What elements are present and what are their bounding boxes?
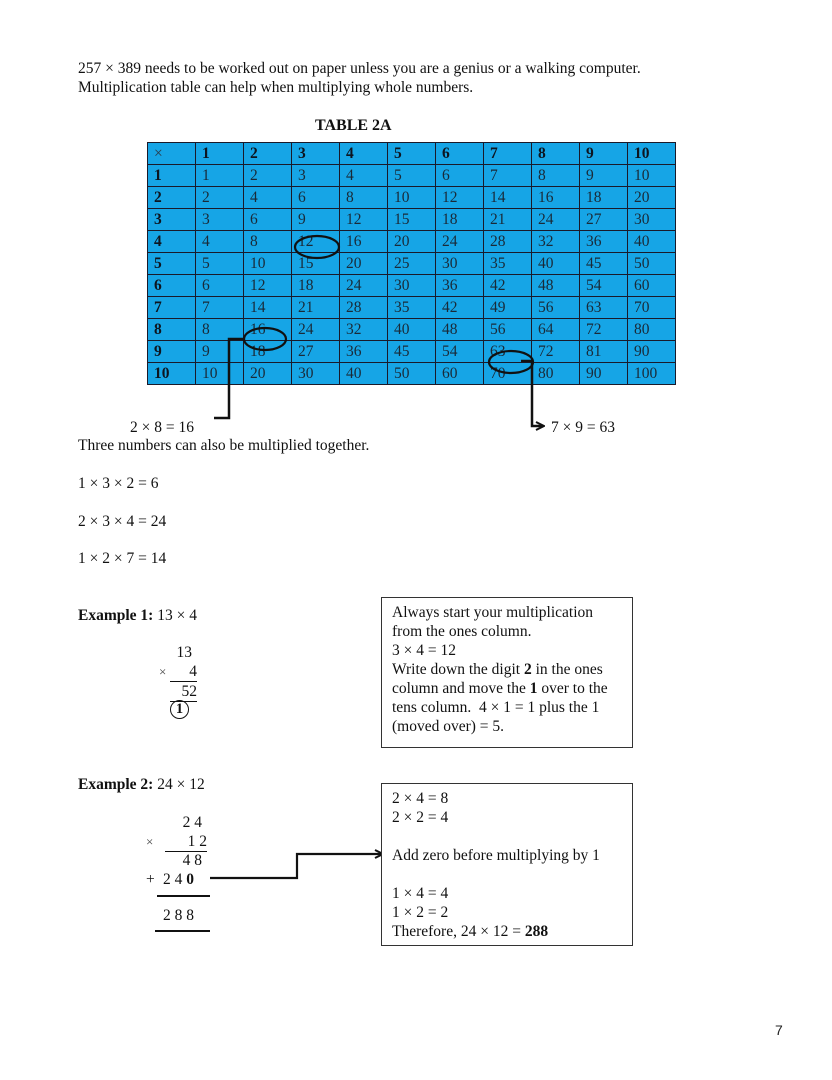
table-cell: 54 [436, 341, 484, 363]
table-cell: 30 [436, 253, 484, 275]
explanation-line: tens column. 4 × 1 = 1 plus the 1 [392, 699, 600, 716]
table-column-header: 5 [388, 143, 436, 165]
table-cell: 40 [628, 231, 676, 253]
table-cell: 18 [244, 341, 292, 363]
text: 2 4 [163, 871, 183, 888]
explanation-line [392, 679, 622, 698]
table-cell: 63 [580, 297, 628, 319]
table-cell: 20 [388, 231, 436, 253]
explanation-line [392, 922, 622, 941]
example-2-result: 2 8 8 [163, 907, 194, 924]
table-row [148, 231, 676, 253]
table-cell: 32 [532, 231, 580, 253]
table-cell: 3 [292, 165, 340, 187]
table-cell: 6 [436, 165, 484, 187]
text: Write down the digit [392, 661, 524, 678]
table-cell: 40 [340, 363, 388, 385]
table-cell: 100 [628, 363, 676, 385]
three-number-example: 2 × 3 × 4 = 24 [78, 513, 167, 530]
table-cell: 30 [388, 275, 436, 297]
table-cell: 5 [388, 165, 436, 187]
table-column-header: 8 [532, 143, 580, 165]
table-cell: 9 [292, 209, 340, 231]
table-cell: 40 [388, 319, 436, 341]
table-column-header: 2 [244, 143, 292, 165]
table-row-header: 7 [148, 297, 196, 319]
table-cell: 15 [292, 253, 340, 275]
table-cell: 90 [628, 341, 676, 363]
table-cell: 10 [388, 187, 436, 209]
example-2-partial-2 [163, 870, 194, 889]
table-cell: 12 [244, 275, 292, 297]
table-cell: 48 [436, 319, 484, 341]
explanation-line: 2 × 2 = 4 [392, 809, 449, 826]
table-cell: 80 [628, 319, 676, 341]
text: in the ones [531, 661, 603, 678]
table-row-header: 9 [148, 341, 196, 363]
table-row [148, 363, 676, 385]
table-row [148, 165, 676, 187]
table-cell: 9 [196, 341, 244, 363]
example-1-explanation-box [381, 597, 633, 748]
table-cell: 5 [196, 253, 244, 275]
table-cell: 24 [436, 231, 484, 253]
table-row-header: 2 [148, 187, 196, 209]
table-cell: 21 [484, 209, 532, 231]
example-2-problem: 24 × 12 [157, 776, 205, 793]
table-row [148, 275, 676, 297]
table-cell: 8 [532, 165, 580, 187]
table-column-header: 9 [580, 143, 628, 165]
table-cell: 42 [436, 297, 484, 319]
table-row [148, 187, 676, 209]
example-2-heading [78, 775, 205, 794]
table-cell: 9 [580, 165, 628, 187]
example-1-bottom: 4 [170, 662, 197, 682]
table-cell: 81 [580, 341, 628, 363]
example-1-top: 13 [176, 644, 192, 661]
example-2-partial-1: 4 8 [182, 852, 202, 869]
table-cell: 25 [388, 253, 436, 275]
table-cell: 7 [196, 297, 244, 319]
table-cell: 14 [244, 297, 292, 319]
table-cell: 12 [292, 231, 340, 253]
table-row [148, 253, 676, 275]
table-cell: 80 [532, 363, 580, 385]
table-column-header: 10 [628, 143, 676, 165]
table-cell: 45 [388, 341, 436, 363]
table-row [148, 319, 676, 341]
table-cell: 8 [196, 319, 244, 341]
table-cell: 2 [196, 187, 244, 209]
explanation-line: 1 × 4 = 4 [392, 885, 449, 902]
three-number-example: 1 × 3 × 2 = 6 [78, 475, 159, 492]
table-cell: 36 [436, 275, 484, 297]
table-cell: 49 [484, 297, 532, 319]
table-cell: 45 [580, 253, 628, 275]
table-row [148, 341, 676, 363]
table-cell: 18 [436, 209, 484, 231]
table-cell: 50 [388, 363, 436, 385]
table-row-header: 10 [148, 363, 196, 385]
table-cell: 24 [532, 209, 580, 231]
table-cell: 16 [244, 319, 292, 341]
added-zero: 0 [186, 871, 194, 888]
table-cell: 56 [484, 319, 532, 341]
table-cell: 32 [340, 319, 388, 341]
table-cell: 64 [532, 319, 580, 341]
table-cell: 36 [340, 341, 388, 363]
table-cell: 3 [196, 209, 244, 231]
table-cell: 14 [484, 187, 532, 209]
explanation-line: 3 × 4 = 12 [392, 642, 456, 659]
table-cell: 42 [484, 275, 532, 297]
table-cell: 10 [628, 165, 676, 187]
table-cell: 27 [292, 341, 340, 363]
table-column-header: 3 [292, 143, 340, 165]
three-number-example: 1 × 2 × 7 = 14 [78, 550, 167, 567]
example-1-times-sign: × [159, 664, 167, 679]
table-cell: 70 [628, 297, 676, 319]
table-cell: 70 [484, 363, 532, 385]
example-1-label: Example 1: [78, 607, 154, 624]
bold-digit: 1 [529, 680, 538, 697]
table-row-header: 6 [148, 275, 196, 297]
table-cell: 20 [244, 363, 292, 385]
example-2-bottom: 1 2 [165, 832, 207, 852]
table-cell: 6 [244, 209, 292, 231]
table-cell: 72 [532, 341, 580, 363]
example-1-carry-wrap [170, 699, 189, 719]
example-2-times-sign: × [146, 834, 154, 849]
table-column-header: 7 [484, 143, 532, 165]
final-answer: 288 [524, 923, 549, 940]
explanation-spacer [392, 865, 622, 884]
table-cell: 28 [340, 297, 388, 319]
table-corner-cell: × [148, 143, 196, 165]
table-cell: 10 [196, 363, 244, 385]
table-cell: 35 [388, 297, 436, 319]
table-cell: 21 [292, 297, 340, 319]
table-cell: 12 [340, 209, 388, 231]
explanation-line: Always start your multiplication [392, 604, 594, 621]
explanation-spacer [392, 827, 622, 846]
explanation-line [392, 660, 622, 679]
table-cell: 6 [196, 275, 244, 297]
table-cell: 28 [484, 231, 532, 253]
example-1-problem: 13 × 4 [157, 607, 197, 624]
table-row-header: 1 [148, 165, 196, 187]
example-2-explanation-box [381, 783, 633, 946]
text: column and move the [392, 680, 530, 697]
table-cell: 4 [340, 165, 388, 187]
table-cell: 90 [580, 363, 628, 385]
table-cell: 16 [532, 187, 580, 209]
table-cell: 27 [580, 209, 628, 231]
table-cell: 20 [340, 253, 388, 275]
table-cell: 50 [628, 253, 676, 275]
callout-2x8: 2 × 8 = 16 [130, 419, 194, 436]
table-row-header: 4 [148, 231, 196, 253]
table-row-header: 8 [148, 319, 196, 341]
text: Therefore, 24 × 12 = [392, 923, 525, 940]
table-cell: 36 [580, 231, 628, 253]
result-underline [155, 930, 210, 932]
example-1-heading [78, 606, 197, 625]
multiplication-table [147, 142, 676, 385]
example-1-result: 52 [170, 682, 197, 702]
table-row-header: 3 [148, 209, 196, 231]
explanation-line: 2 × 4 = 8 [392, 790, 449, 807]
sum-line [157, 895, 210, 897]
table-cell: 35 [484, 253, 532, 275]
table-cell: 40 [532, 253, 580, 275]
example-2-top: 2 4 [182, 814, 202, 831]
table-title: TABLE 2A [315, 117, 392, 134]
explanation-line: (moved over) = 5. [392, 718, 505, 735]
table-row-header: 5 [148, 253, 196, 275]
page-number: 7 [775, 1022, 783, 1038]
callout-7x9: 7 × 9 = 63 [551, 419, 615, 436]
explanation-line: Add zero before multiplying by 1 [392, 847, 600, 864]
intro-line-1: 257 × 389 needs to be worked out on paper unless you are a genius or a walking computer. [78, 60, 641, 77]
table-header-row [148, 143, 676, 165]
table-cell: 48 [532, 275, 580, 297]
table-cell: 15 [388, 209, 436, 231]
table-cell: 8 [340, 187, 388, 209]
table-cell: 18 [292, 275, 340, 297]
table-cell: 63 [484, 341, 532, 363]
table-cell: 7 [484, 165, 532, 187]
table-cell: 18 [580, 187, 628, 209]
table-cell: 54 [580, 275, 628, 297]
table-cell: 72 [580, 319, 628, 341]
table-cell: 60 [628, 275, 676, 297]
table-cell: 10 [244, 253, 292, 275]
arrow-example2 [210, 854, 382, 878]
example-2-label: Example 2: [78, 776, 154, 793]
example-2-plus-sign: + [146, 871, 155, 888]
table-cell: 30 [292, 363, 340, 385]
table-row [148, 297, 676, 319]
table-cell: 12 [436, 187, 484, 209]
three-numbers-heading: Three numbers can also be multiplied together. [78, 437, 370, 454]
table-cell: 8 [244, 231, 292, 253]
table-cell: 16 [340, 231, 388, 253]
table-cell: 4 [196, 231, 244, 253]
table-cell: 24 [340, 275, 388, 297]
explanation-line: 1 × 2 = 2 [392, 904, 449, 921]
table-cell: 30 [628, 209, 676, 231]
bold-digit: 2 [523, 661, 532, 678]
table-cell: 1 [196, 165, 244, 187]
example-1-carry: 1 [170, 700, 189, 719]
table-cell: 4 [244, 187, 292, 209]
text: over to the [537, 680, 608, 697]
table-cell: 6 [292, 187, 340, 209]
explanation-line: from the ones column. [392, 623, 532, 640]
table-cell: 24 [292, 319, 340, 341]
table-row [148, 209, 676, 231]
table-column-header: 6 [436, 143, 484, 165]
table-cell: 56 [532, 297, 580, 319]
table-column-header: 1 [196, 143, 244, 165]
table-column-header: 4 [340, 143, 388, 165]
table-cell: 20 [628, 187, 676, 209]
intro-line-2: Multiplication table can help when multiplying whole numbers. [78, 79, 474, 96]
table-cell: 2 [244, 165, 292, 187]
table-cell: 60 [436, 363, 484, 385]
